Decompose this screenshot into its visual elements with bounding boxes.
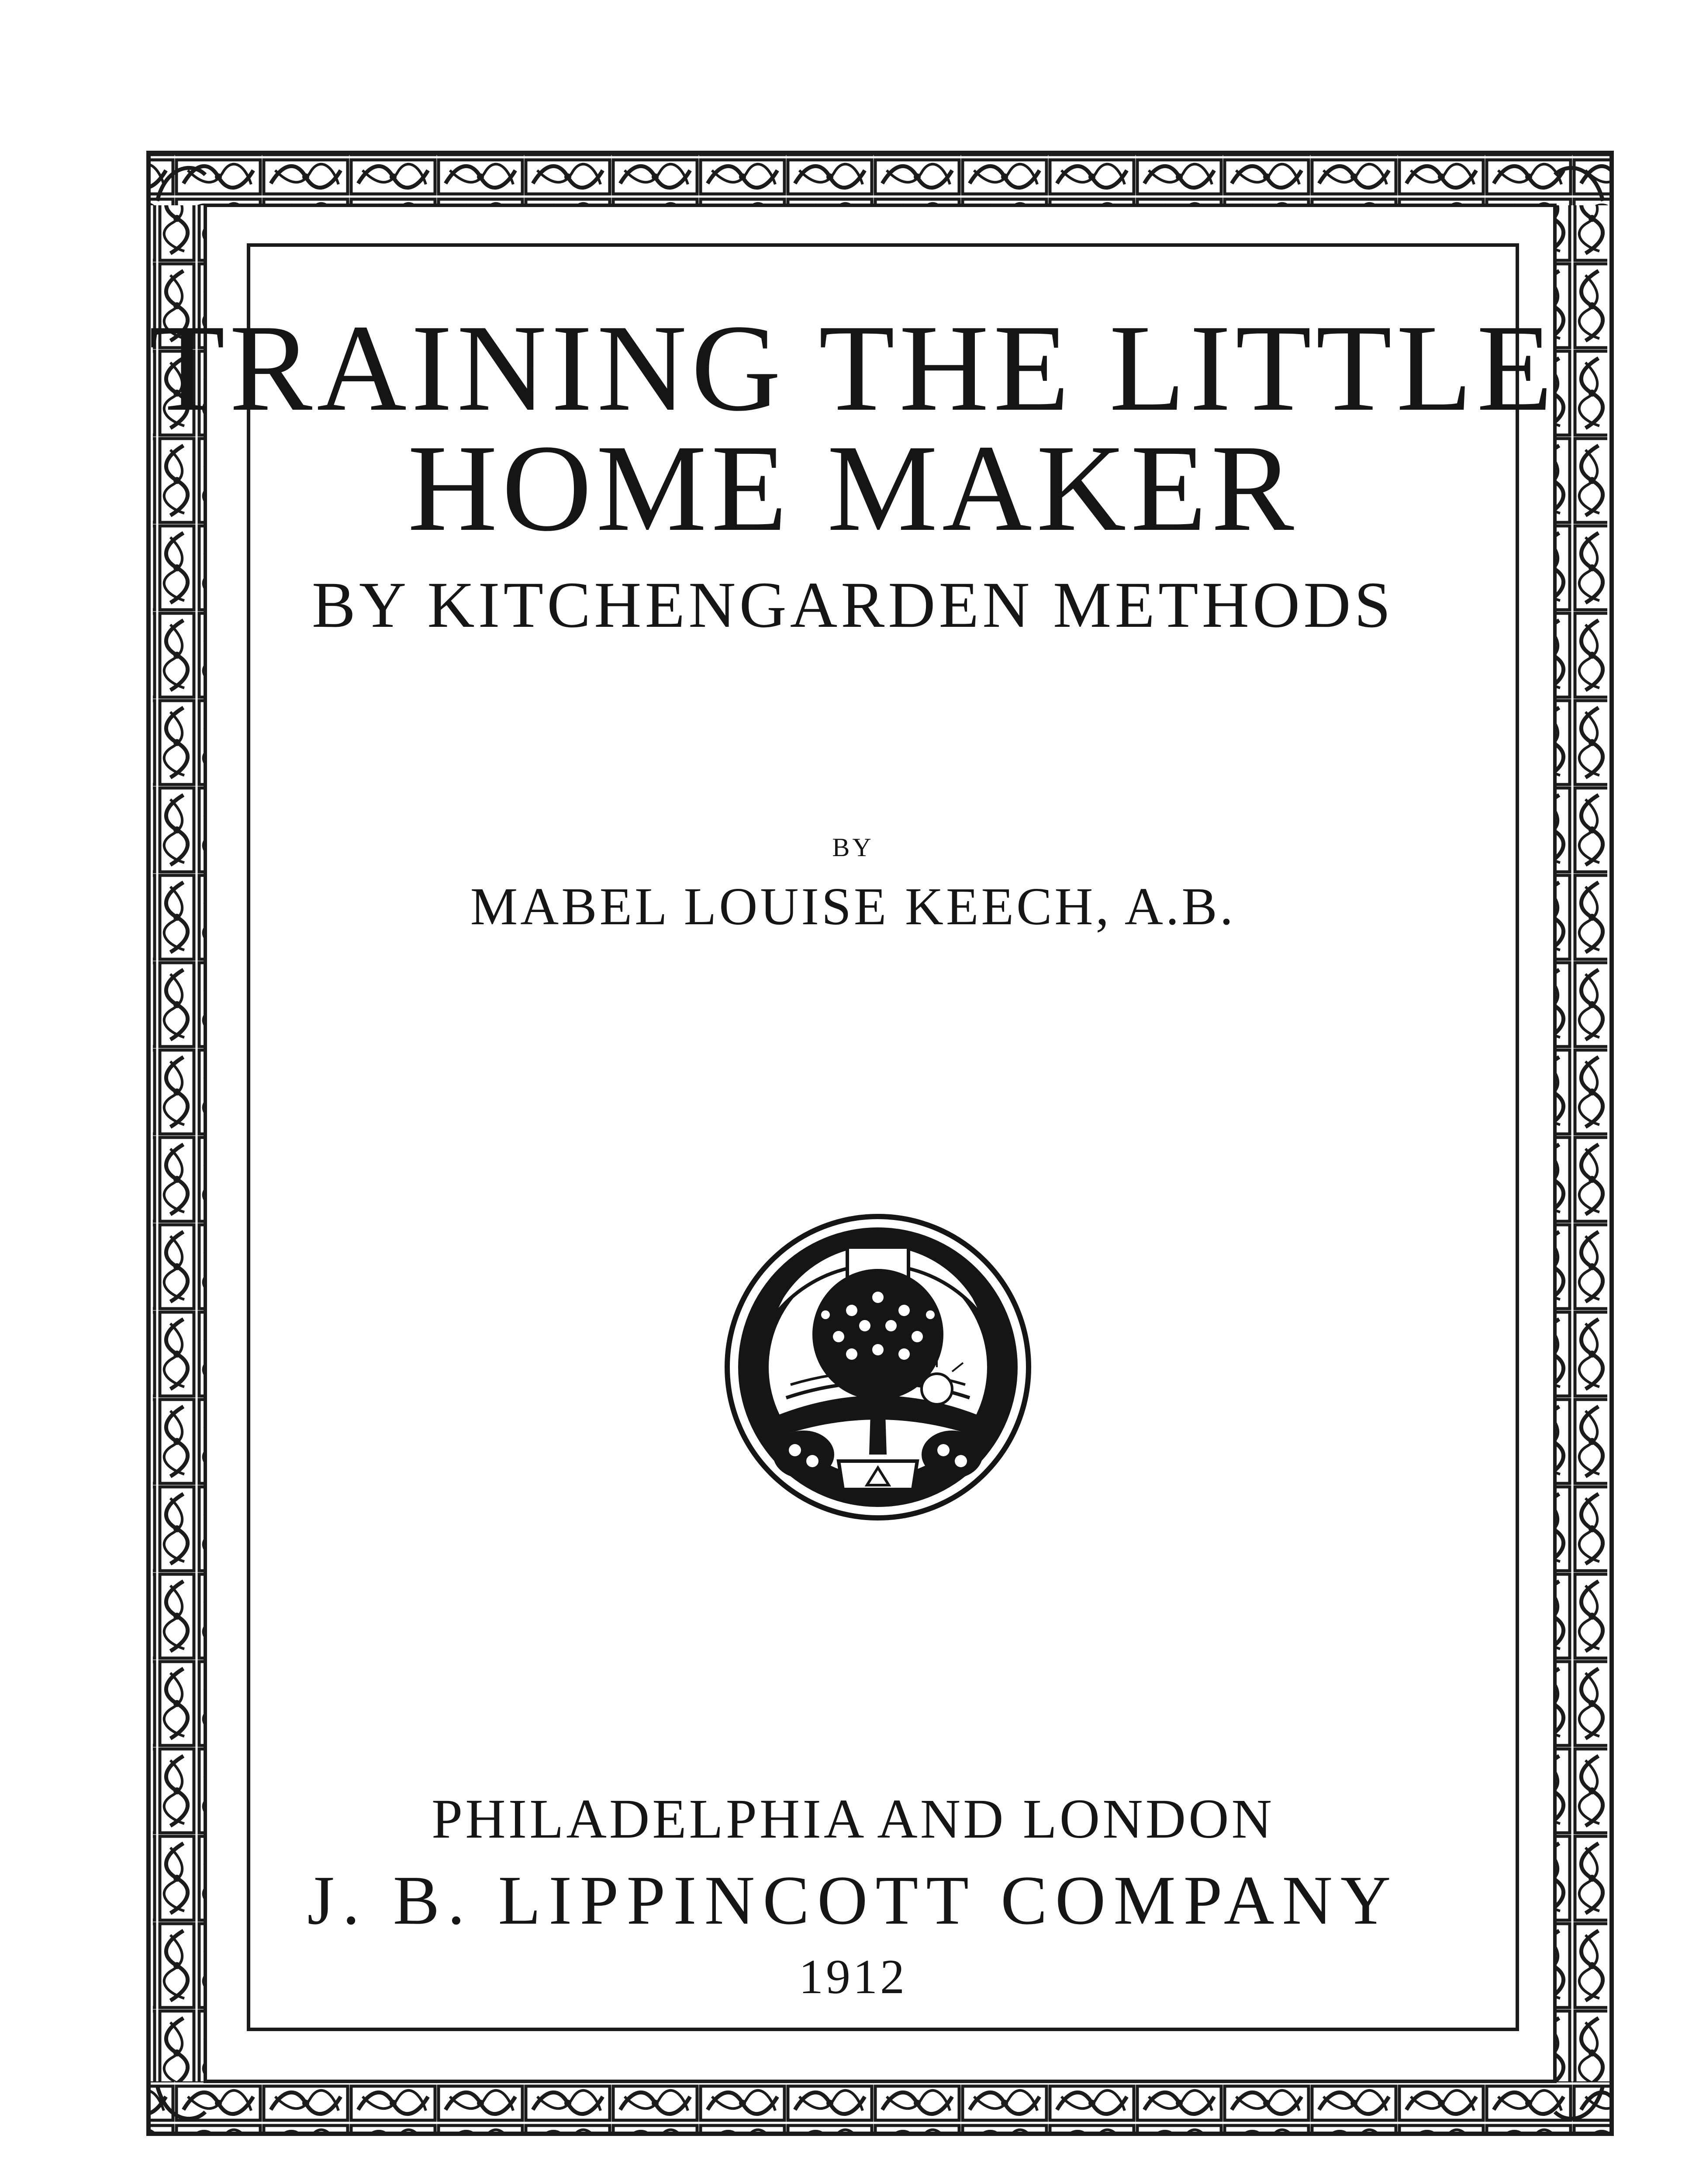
publisher-name: J. B. LIPPINCOTT COMPANY (307, 1861, 1399, 1939)
title-line-2: HOME MAKER (408, 419, 1298, 557)
publisher-seal-tree-icon (721, 1210, 1035, 1524)
title-line-1: TRAINING THE LITTLE (149, 299, 1557, 437)
author-name: MABEL LOUISE KEECH, A.B. (470, 877, 1236, 936)
border-top-band (148, 153, 1612, 205)
border-bottom-band (148, 2081, 1612, 2134)
subtitle: BY KITCHENGARDEN METHODS (311, 569, 1395, 641)
publisher-place: PHILADELPHIA AND LONDON (432, 1788, 1274, 1850)
by-label: BY (832, 833, 874, 862)
publication-year: 1912 (799, 1950, 907, 2004)
